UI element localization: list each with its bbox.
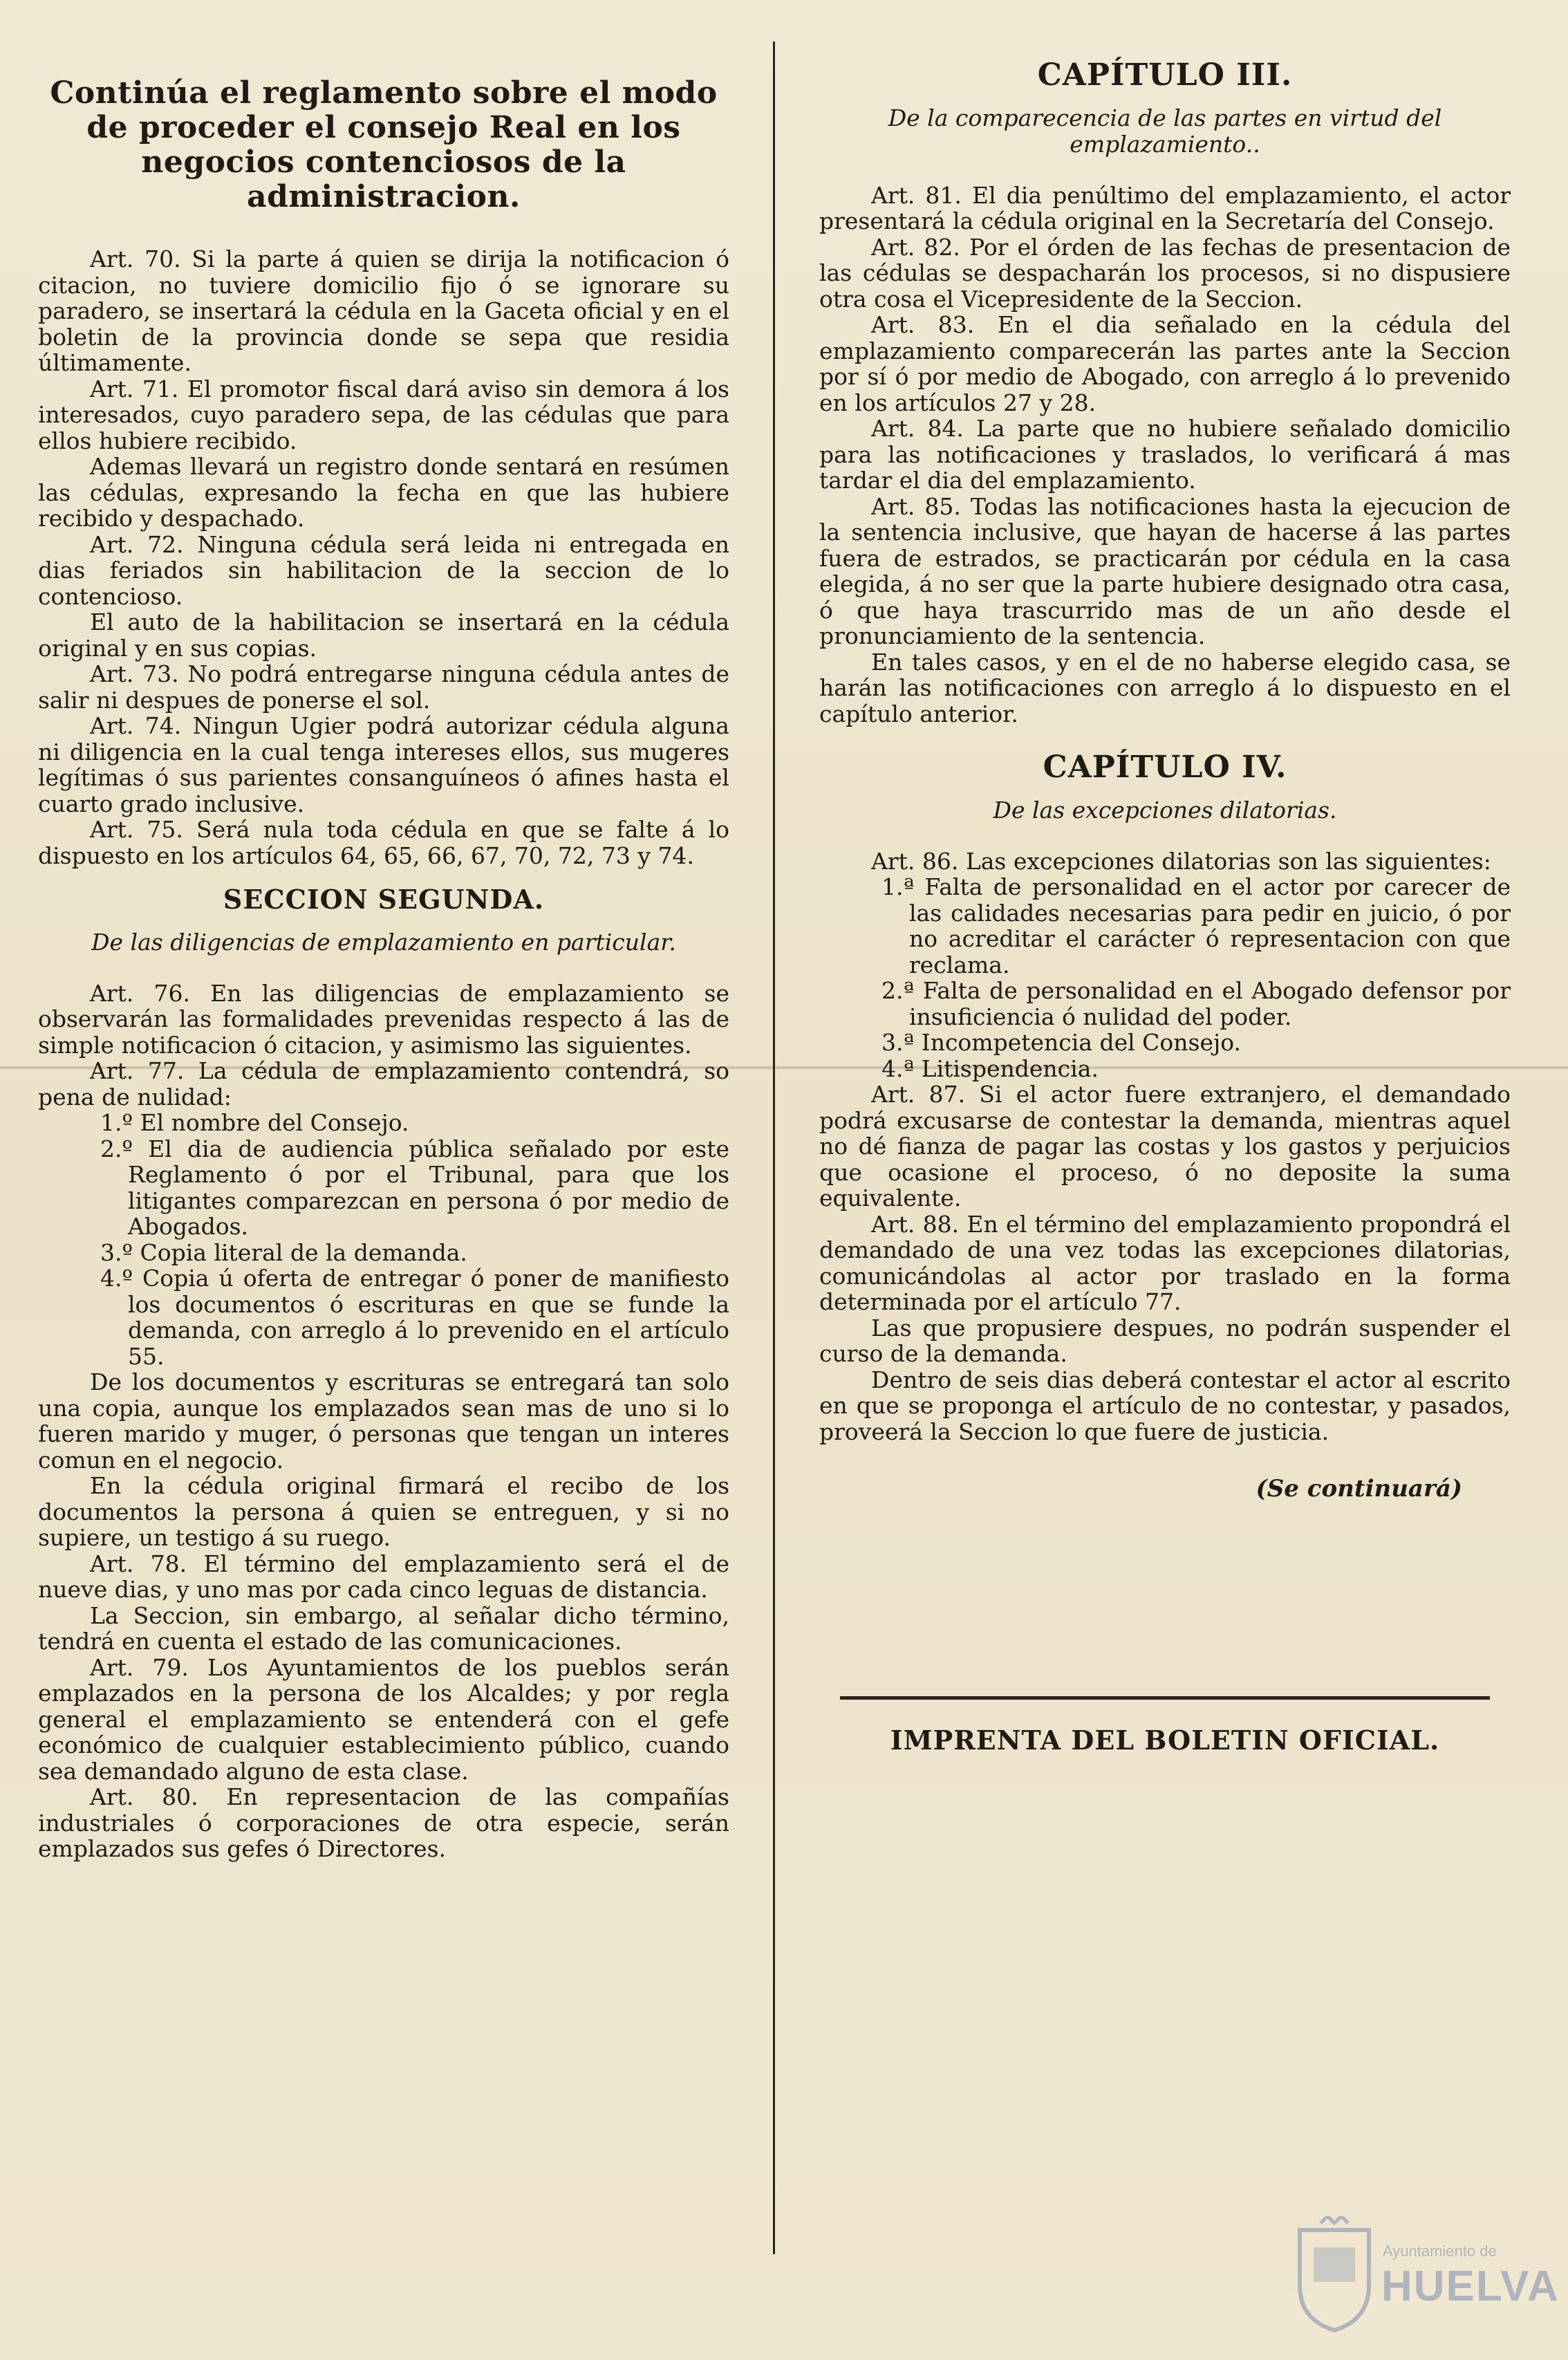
section-heading: SECCION SEGUNDA. [223, 884, 545, 915]
archive-watermark [1293, 2216, 1560, 2344]
list-item: 3.ª Incompetencia del Consejo. [881, 1029, 1242, 1056]
chapter-iv-heading: CAPÍTULO IV. [1043, 750, 1287, 785]
article-72: Art. 72. Ninguna cédula será leida ni entregada en dias feriados sin habilitacion de la seccion de lo contencioso. [38, 530, 729, 610]
column-divider [773, 41, 775, 2254]
article-77: Art. 77. La cédula de emplazamiento contendrá, so pena de nulidad: [38, 1057, 729, 1111]
list-item: 4.º Copia ú oferta de entregar ó poner de manifiesto los documentos ó escrituras en que se funde la demanda, con arreglo á lo prevenido en el artículo 55. [100, 1265, 729, 1370]
article-88-cont: Las que propusiere despues, no podrán suspender el curso de la demanda. [819, 1314, 1511, 1367]
article-87: Art. 87. Si el actor fuere extranjero, el demandado podrá excusarse de contestar la demanda, mientras aquel no dé fianza de pagar las costas y los gastos y perjuicios que ocasione el proceso, ó no deposite la suma equivalente. [819, 1081, 1511, 1211]
chapter-iv-subtitle: De las excepciones dilatorias. [993, 796, 1337, 824]
article-78-cont: La Seccion, sin embargo, al señalar dicho término, tendrá en cuenta el estado de las comunicaciones. [38, 1601, 729, 1655]
article-76: Art. 76. En las diligencias de emplazamiento se observarán las formalidades prevenidas respecto á las de simple notificacion ó citacion, y asimismo las siguientes. [38, 979, 729, 1059]
chapter-iii-subtitle: De la comparecencia de las partes en virtud del emplazamiento.. [888, 104, 1442, 158]
article-83: Art. 83. En el dia señalado en la cédula del emplazamiento comparecerán las partes ante la Seccion por sí ó por medio de Abogado, con arreglo á lo prevenido en los artículos 27 y 28. [819, 311, 1511, 416]
watermark-city: HUELVA [1381, 2263, 1560, 2310]
article-88: Art. 88. En el término del emplazamiento propondrá el demandado de una vez todas las excepciones dilatorias, comunicándolas al actor por traslado en la forma determinada por el artículo 77. [819, 1210, 1511, 1315]
watermark-label: Ayuntamiento de [1383, 2242, 1497, 2260]
right-column [819, 57, 1511, 1756]
article-85-cont: En tales casos, y en el de no haberse elegido casa, se harán las notificaciones con arreglo á lo dispuesto en el capítulo anterior. [819, 648, 1511, 727]
article-75: Art. 75. Será nula toda cédula en que se falte á lo dispuesto en los artículos 64, 65, 66, 67, 70, 72, 73 y 74. [38, 816, 729, 869]
article-79: Art. 79. Los Ayuntamientos de los pueblos serán emplazados en la persona de los Alcaldes; y por regla general el emplazamiento se entenderá con el gefe económico de cualquier establecimiento público, cuando sea demandado alguno de esta clase. [38, 1653, 729, 1785]
section-subtitle: De las diligencias de emplazamiento en particular. [91, 928, 676, 956]
article-74: Art. 74. Ningun Ugier podrá autorizar cédula alguna ni diligencia en la cual tenga intereses ellos, sus mugeres legítimas ó sus parientes consanguíneos ó afines hasta el cuarto grado inclusive. [38, 712, 729, 817]
chapter-iii-heading: CAPÍTULO III. [1037, 57, 1293, 93]
article-77-cont: En la cédula original firmará el recibo de los documentos la persona á quien se entreguen, y si no supiere, un testigo á su ruego. [38, 1472, 729, 1551]
article-71-cont: Ademas llevará un registro donde sentará en resúmen las cédulas, expresando la fecha en que las hubiere recibido y despachado. [38, 453, 729, 532]
article-73: Art. 73. No podrá entregarse ninguna cédula antes de salir ni despues de ponerse el sol. [38, 660, 729, 714]
article-80: Art. 80. En representacion de las compañías industriales ó corporaciones de otra especie, serán emplazados sus gefes ó Directores. [38, 1783, 729, 1862]
left-column [38, 76, 729, 1862]
article-86: Art. 86. Las excepciones dilatorias son las siguientes: [871, 847, 1491, 875]
list-item: 1.º El nombre del Consejo. [100, 1109, 409, 1136]
continuation-note: (Se continuará) [1256, 1475, 1462, 1503]
coat-of-arms-icon [1293, 2216, 1376, 2334]
article-88-cont: Dentro de seis dias deberá contestar el actor al escrito en que se proponga el artículo de no contestar, y pasados, proveerá la Seccion lo que fuere de justicia. [819, 1366, 1511, 1445]
printer-imprint: IMPRENTA DEL BOLETIN OFICIAL. [890, 1724, 1440, 1756]
article-81: Art. 81. El dia penúltimo del emplazamiento, el actor presentará la cédula original en la Secretaría del Consejo. [819, 181, 1511, 234]
article-84: Art. 84. La parte que no hubiere señalado domicilio para las notificaciones y traslados, lo verificará á mas tardar el dia del emplazamiento. [819, 415, 1511, 494]
article-71: Art. 71. El promotor fiscal dará aviso sin demora á los interesados, cuyo paradero sepa, de las cédulas que para ellos hubiere recibido. [38, 375, 729, 454]
list-item: 2.º El dia de audiencia pública señalado por este Reglamento ó por el Tribunal, para que los litigantes comparezcan en persona ó por medio de Abogados. [100, 1135, 729, 1240]
list-item: 2.ª Falta de personalidad en el Abogado defensor por insuficiencia ó nulidad del poder. [881, 977, 1511, 1030]
article-82: Art. 82. Por el órden de las fechas de presentacion de las cédulas se despacharán los procesos, si no dispusiere otra cosa el Vicepresidente de la Seccion. [819, 233, 1511, 313]
list-item: 1.ª Falta de personalidad en el actor por carecer de las calidades necesarias para pedir en juicio, ó por no acreditar el carácter ó representacion con que reclama. [881, 873, 1511, 978]
article-78: Art. 78. El término del emplazamiento será el de nueve dias, y uno mas por cada cinco leguas de distancia. [38, 1550, 729, 1603]
list-item: 4.ª Litispendencia. [881, 1054, 1099, 1082]
article-77-cont: De los documentos y escrituras se entregará tan solo una copia, aunque los emplazados sean mas de uno si lo fueren marido y muger, ó personas que tengan un interes comun en el negocio. [38, 1368, 729, 1474]
article-70: Art. 70. Si la parte á quien se dirija la notificacion ó citacion, no tuviere domicilio fijo ó se ignorare su paradero, se insertará la cédula en la Gaceta oficial y en el boletin de la provincia donde se sepa que residia últimamente. [38, 245, 729, 376]
footer-rule [840, 1696, 1490, 1700]
article-72-cont: El auto de la habilitacion se insertará en la cédula original y en sus copias. [38, 608, 729, 662]
list-item: 3.º Copia literal de la demanda. [100, 1238, 467, 1266]
article-85: Art. 85. Todas las notificaciones hasta la ejecucion de la sentencia inclusive, que hayan de hacerse á las partes fuera de estrados, se practicarán por cédula en la casa elegida, á no ser que la parte hubiere designado otra casa, ó que haya trascurrido mas de un año desde el pronunciamiento de la sentencia. [819, 492, 1511, 649]
continuation-title: Continúa el reglamento sobre el modo de proceder el consejo Real en los negocios contenciosos de la administracion. [50, 75, 718, 214]
